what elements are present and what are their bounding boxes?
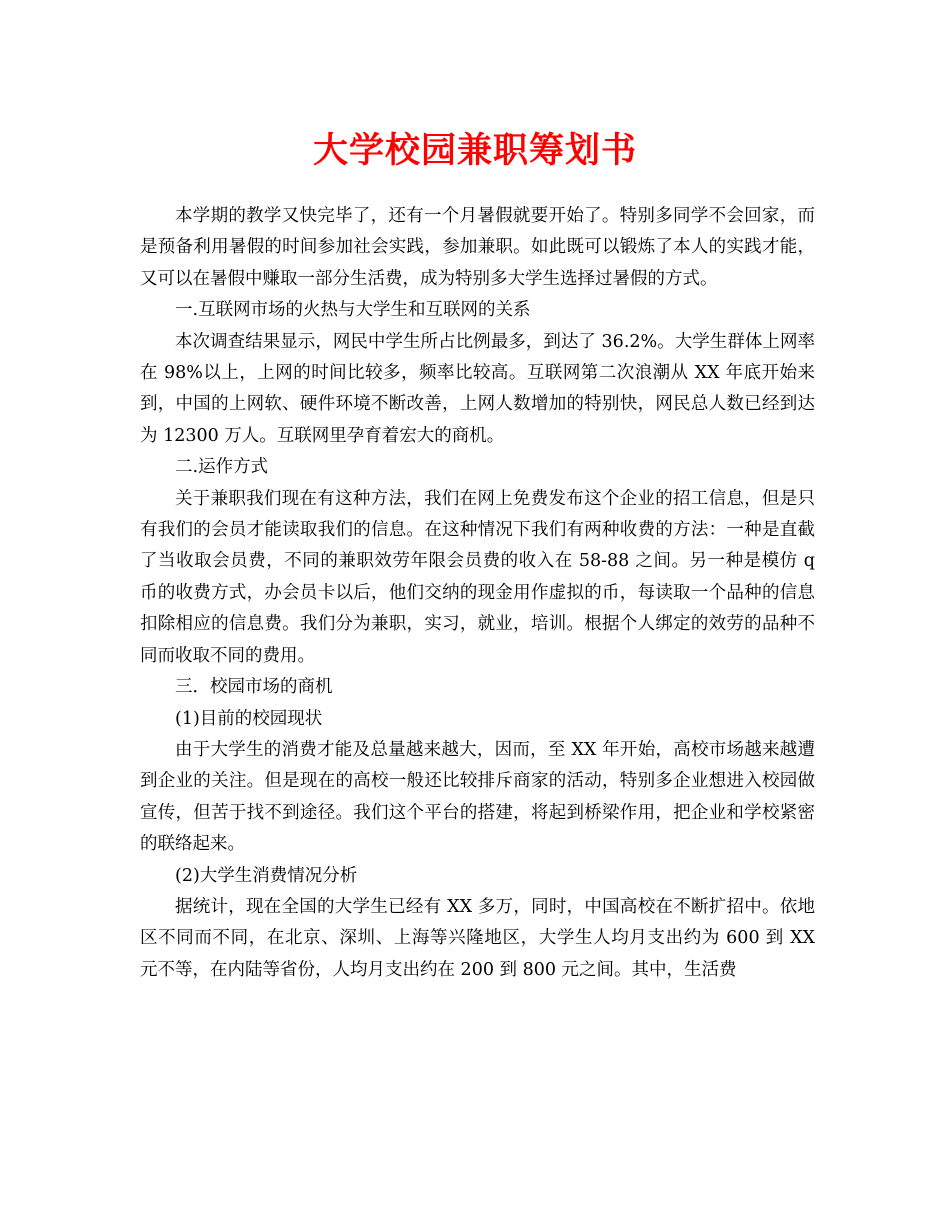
- section-heading-1: 一.互联网市场的火热与大学生和互联网的关系: [175, 300, 531, 321]
- subsection-heading-1: (1)目前的校园现状: [175, 708, 323, 729]
- document-title: 大学校园兼职筹划书: [312, 130, 637, 171]
- subsection-heading-2: (2)大学生消费情况分析: [175, 865, 358, 886]
- paragraph-campus-status: 由于大学生的消费才能及总量越来越大，因而，至 XX 年开始，高校市场越来越遭到企业的关注。但是现在的高校一般还比较排斥商家的活动，特别多企业想进入校园做宣传，但苦于找不到途径。我们这个平台的搭建，将起到桥梁作用，把企业和学校紧密的联络起来。: [140, 739, 815, 855]
- section-heading-3: 三．校园市场的商机: [175, 677, 333, 698]
- paragraph-internet-market: 本次调查结果显示，网民中学生所占比例最多，到达了 36.2%。大学生群体上网率在 98%以上，上网的时间比较多，频率比较高。互联网第二次浪潮从 XX 年底开始来到，中国的上网软、硬件环境不断改善，上网人数增加的特别快，网民总人数已经到达为 12300 万人。互联网里孕育着宏大的商机。: [140, 331, 815, 446]
- paragraph-intro: 本学期的教学又快完毕了，还有一个月暑假就要开始了。特别多同学不会回家，而是预备利用暑假的时间参加社会实践，参加兼职。如此既可以锻炼了本人的实践才能，又可以在暑假中赚取一部分生活费，成为特别多大学生选择过暑假的方式。: [140, 206, 815, 289]
- document-body: [140, 201, 815, 986]
- paragraph-consumption-analysis: 据统计，现在全国的大学生已经有 XX 多万，同时，中国高校在不断扩招中。依地区不同而不同，在北京、深圳、上海等兴隆地区，大学生人均月支出约为 600 到 XX 元不等，在内陆等省份，人均月支出约在 200 到 800 元之间。其中，生活费: [140, 896, 815, 980]
- section-heading-2: 二.运作方式: [175, 457, 269, 478]
- paragraph-operation-mode: 关于兼职我们现在有这种方法，我们在网上免费发布这个企业的招工信息，但是只有我们的会员才能读取我们的信息。在这种情况下我们有两种收费的方法：一种是直截了当收取会员费，不同的兼职效劳年限会员费的收入在 58-88 之间。另一种是模仿 q 币的收费方式，办会员卡以后，他们交纳的现金用作虚拟的币，每读取一个品种的信息扣除相应的信息费。我们分为兼职，实习，就业，培训。根据个人绑定的效劳的品种不同而收取不同的费用。: [140, 488, 815, 666]
